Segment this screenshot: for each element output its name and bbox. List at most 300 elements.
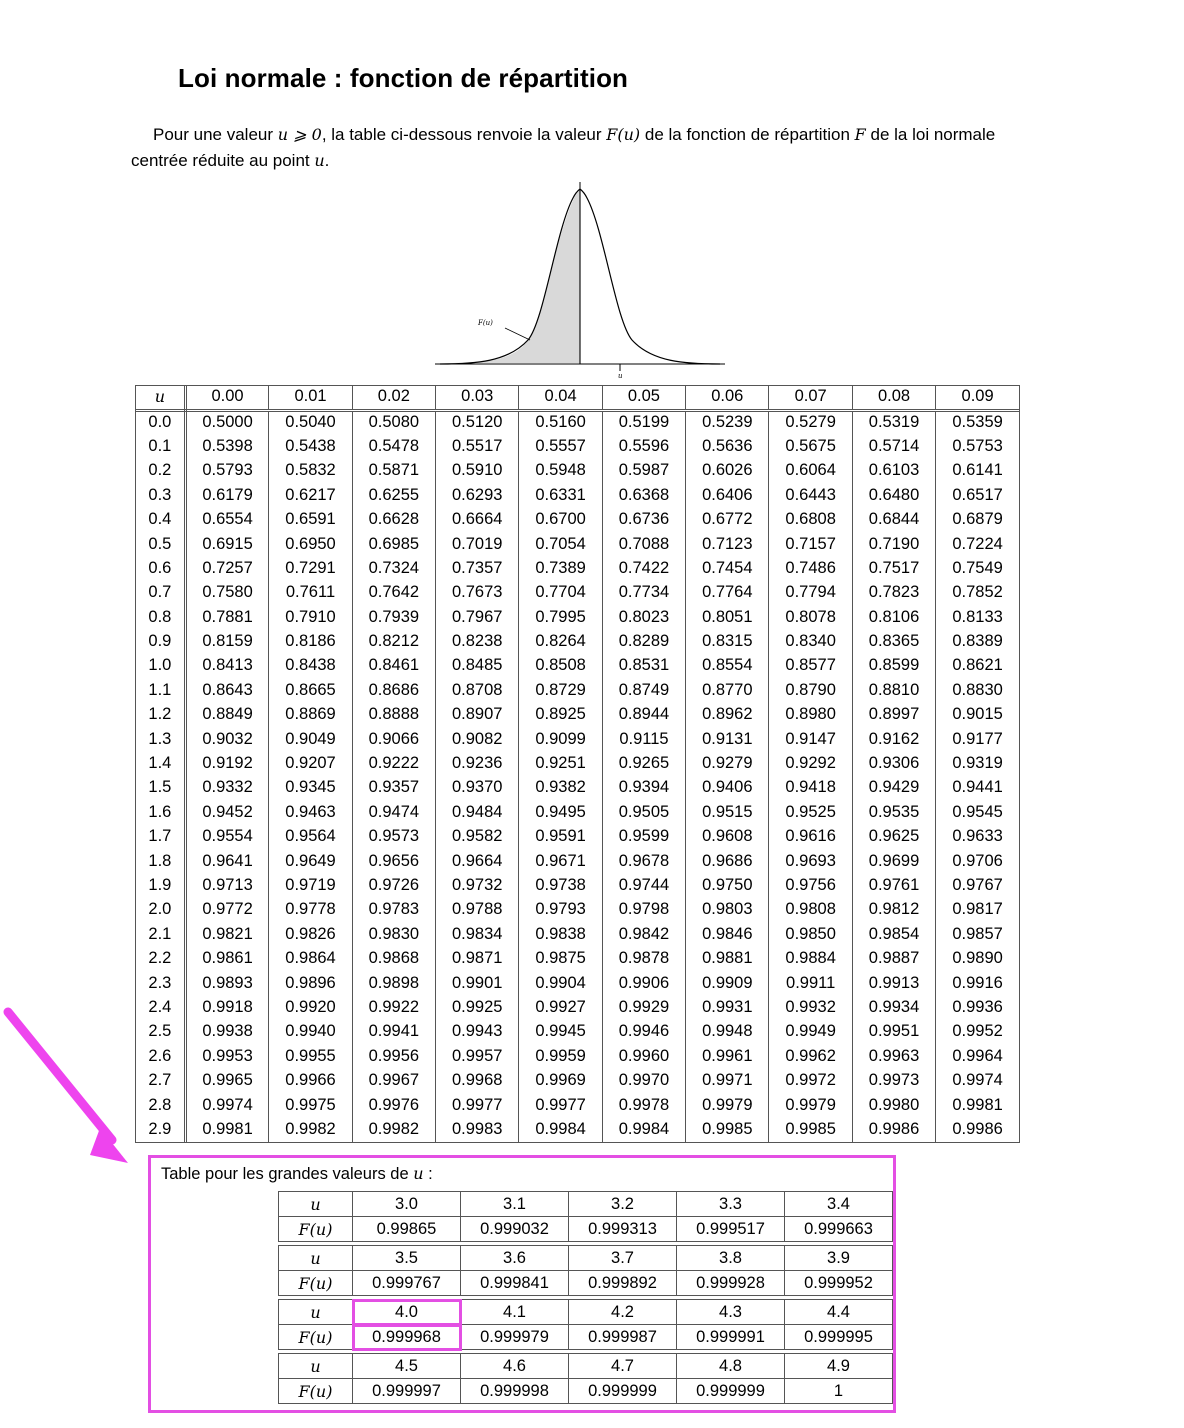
row-header-2.2: 2.2 [136,947,185,971]
cell-2.1-0.02: 0.9830 [352,923,435,947]
cell-1.9-0.07: 0.9756 [769,874,852,898]
cell-0.7-0.05: 0.7734 [602,581,685,605]
cell-0.6-0.01: 0.7291 [269,557,352,581]
cell-1.7-0.01: 0.9564 [269,825,352,849]
cell-2.7-0.06: 0.9971 [686,1069,769,1093]
cell-1.8-0.06: 0.9686 [686,849,769,873]
cell-2.4-0.05: 0.9929 [602,996,685,1020]
row-header-2.3: 2.3 [136,971,185,995]
gaussian-curve-figure [430,178,730,378]
cell-0.2-0.08: 0.6103 [852,459,935,483]
cell-2.4-0.07: 0.9932 [769,996,852,1020]
cell-0.0-0.00: 0.5000 [185,410,269,434]
column-header-0.06: 0.06 [686,386,769,410]
table-row [136,703,1019,727]
cell-0.9-0.09: 0.8389 [936,630,1019,654]
cell-1.5-0.04: 0.9382 [519,776,602,800]
row-header-1.7: 1.7 [136,825,185,849]
cell-2.8-0.05: 0.9978 [602,1093,685,1117]
cell-1.9-0.03: 0.9732 [436,874,519,898]
cell-0.5-0.09: 0.7224 [936,532,1019,556]
table-row [136,971,1019,995]
large-u-cell-4.1: 4.1 [461,1300,569,1325]
cell-0.6-0.04: 0.7389 [519,557,602,581]
cell-2.9-0.04: 0.9984 [519,1118,602,1142]
row-header-0.6: 0.6 [136,557,185,581]
table-row [136,508,1019,532]
cell-2.3-0.01: 0.9896 [269,971,352,995]
cell-1.0-0.00: 0.8413 [185,654,269,678]
cell-1.3-0.06: 0.9131 [686,727,769,751]
cell-1.0-0.03: 0.8485 [436,654,519,678]
cell-1.6-0.05: 0.9505 [602,801,685,825]
cell-2.1-0.01: 0.9826 [269,923,352,947]
table-row [136,654,1019,678]
row-header-2.5: 2.5 [136,1020,185,1044]
cell-1.2-0.04: 0.8925 [519,703,602,727]
cell-2.4-0.00: 0.9918 [185,996,269,1020]
cell-1.9-0.08: 0.9761 [852,874,935,898]
cell-2.8-0.09: 0.9981 [936,1093,1019,1117]
cell-2.0-0.02: 0.9783 [352,898,435,922]
large-values-u-row [279,1354,893,1379]
cell-0.8-0.08: 0.8106 [852,606,935,630]
cell-1.1-0.01: 0.8665 [269,679,352,703]
cell-0.0-0.05: 0.5199 [602,410,685,434]
column-header-0.05: 0.05 [602,386,685,410]
large-u-cell-4.8: 4.8 [677,1354,785,1379]
cell-1.5-0.07: 0.9418 [769,776,852,800]
row-header-0.2: 0.2 [136,459,185,483]
column-header-0.08: 0.08 [852,386,935,410]
cell-1.6-0.07: 0.9525 [769,801,852,825]
cell-0.0-0.09: 0.5359 [936,410,1019,434]
fu-row-label: F(u) [279,1271,353,1296]
cell-1.4-0.05: 0.9265 [602,752,685,776]
cell-2.3-0.09: 0.9916 [936,971,1019,995]
cell-1.7-0.00: 0.9554 [185,825,269,849]
cell-1.7-0.08: 0.9625 [852,825,935,849]
cell-0.7-0.08: 0.7823 [852,581,935,605]
table-row [136,801,1019,825]
cell-0.2-0.05: 0.5987 [602,459,685,483]
cell-0.2-0.03: 0.5910 [436,459,519,483]
cell-0.7-0.04: 0.7704 [519,581,602,605]
cell-2.8-0.06: 0.9979 [686,1093,769,1117]
cell-2.5-0.03: 0.9943 [436,1020,519,1044]
cell-2.9-0.06: 0.9985 [686,1118,769,1142]
cell-0.5-0.03: 0.7019 [436,532,519,556]
cell-2.8-0.01: 0.9975 [269,1093,352,1117]
row-header-2.6: 2.6 [136,1045,185,1069]
normal-distribution-table [136,386,1019,1142]
cell-2.9-0.07: 0.9985 [769,1118,852,1142]
cell-2.6-0.09: 0.9964 [936,1045,1019,1069]
cell-2.1-0.08: 0.9854 [852,923,935,947]
column-header-0.03: 0.03 [436,386,519,410]
row-header-1.8: 1.8 [136,849,185,873]
cell-0.7-0.00: 0.7580 [185,581,269,605]
cell-0.2-0.02: 0.5871 [352,459,435,483]
cell-2.2-0.09: 0.9890 [936,947,1019,971]
cell-0.0-0.07: 0.5279 [769,410,852,434]
cell-1.3-0.03: 0.9082 [436,727,519,751]
cell-1.8-0.09: 0.9706 [936,849,1019,873]
cell-0.7-0.02: 0.7642 [352,581,435,605]
cell-1.7-0.05: 0.9599 [602,825,685,849]
u-row-label: u [279,1192,353,1217]
fu-row-label: F(u) [279,1217,353,1242]
cell-2.9-0.01: 0.9982 [269,1118,352,1142]
cell-1.0-0.02: 0.8461 [352,654,435,678]
cell-0.8-0.09: 0.8133 [936,606,1019,630]
cell-0.6-0.05: 0.7422 [602,557,685,581]
cell-1.3-0.04: 0.9099 [519,727,602,751]
cell-2.6-0.04: 0.9959 [519,1045,602,1069]
cell-1.4-0.03: 0.9236 [436,752,519,776]
cell-2.1-0.09: 0.9857 [936,923,1019,947]
intro-text-2: , la table ci-dessous renvoie la valeur [321,125,607,144]
cell-2.7-0.09: 0.9974 [936,1069,1019,1093]
arrow-shaft [8,1012,112,1140]
large-values-f-row [279,1325,893,1350]
large-values-table-body [279,1192,893,1404]
cell-2.5-0.08: 0.9951 [852,1020,935,1044]
table-row [136,1118,1019,1142]
table-header [136,386,1019,410]
column-header-0.09: 0.09 [936,386,1019,410]
cell-1.6-0.09: 0.9545 [936,801,1019,825]
cell-1.2-0.02: 0.8888 [352,703,435,727]
cell-0.3-0.01: 0.6217 [269,484,352,508]
cell-0.8-0.04: 0.7995 [519,606,602,630]
cell-2.2-0.03: 0.9871 [436,947,519,971]
large-u-cell-4.5: 4.5 [353,1354,461,1379]
cell-1.5-0.05: 0.9394 [602,776,685,800]
cell-0.4-0.06: 0.6772 [686,508,769,532]
row-header-1.1: 1.1 [136,679,185,703]
cell-0.1-0.07: 0.5675 [769,435,852,459]
cell-1.2-0.08: 0.8997 [852,703,935,727]
cell-1.1-0.05: 0.8749 [602,679,685,703]
table-row [136,435,1019,459]
table-row [136,923,1019,947]
cell-1.8-0.05: 0.9678 [602,849,685,873]
cell-0.1-0.02: 0.5478 [352,435,435,459]
cell-0.3-0.06: 0.6406 [686,484,769,508]
cell-1.8-0.01: 0.9649 [269,849,352,873]
cell-0.3-0.03: 0.6293 [436,484,519,508]
large-f-cell-4.5: 0.999997 [353,1379,461,1404]
cell-0.3-0.02: 0.6255 [352,484,435,508]
cell-0.3-0.00: 0.6179 [185,484,269,508]
table-row [136,484,1019,508]
cell-2.7-0.01: 0.9966 [269,1069,352,1093]
large-f-cell-3.7: 0.999892 [569,1271,677,1296]
row-header-1.2: 1.2 [136,703,185,727]
large-f-cell-4.1: 0.999979 [461,1325,569,1350]
cell-2.0-0.06: 0.9803 [686,898,769,922]
cell-0.0-0.06: 0.5239 [686,410,769,434]
cell-0.3-0.05: 0.6368 [602,484,685,508]
cell-0.1-0.01: 0.5438 [269,435,352,459]
cell-1.7-0.09: 0.9633 [936,825,1019,849]
cell-1.1-0.09: 0.8830 [936,679,1019,703]
large-u-cell-3.3: 3.3 [677,1192,785,1217]
cell-1.6-0.08: 0.9535 [852,801,935,825]
table-row [136,947,1019,971]
cell-2.2-0.04: 0.9875 [519,947,602,971]
cell-2.5-0.00: 0.9938 [185,1020,269,1044]
large-f-cell-3.1: 0.999032 [461,1217,569,1242]
table-row [136,752,1019,776]
cell-1.6-0.01: 0.9463 [269,801,352,825]
large-values-table [278,1191,893,1404]
table-row [136,606,1019,630]
cell-2.5-0.09: 0.9952 [936,1020,1019,1044]
u-row-label: u [279,1354,353,1379]
cell-0.7-0.03: 0.7673 [436,581,519,605]
fu-row-label: F(u) [279,1379,353,1404]
cell-1.8-0.02: 0.9656 [352,849,435,873]
cell-1.0-0.09: 0.8621 [936,654,1019,678]
cell-0.9-0.03: 0.8238 [436,630,519,654]
cell-2.5-0.07: 0.9949 [769,1020,852,1044]
table-body [136,410,1019,1142]
cell-0.1-0.05: 0.5596 [602,435,685,459]
cell-0.4-0.05: 0.6736 [602,508,685,532]
cell-0.2-0.01: 0.5832 [269,459,352,483]
cell-1.0-0.06: 0.8554 [686,654,769,678]
cell-0.2-0.09: 0.6141 [936,459,1019,483]
cell-1.3-0.01: 0.9049 [269,727,352,751]
cell-2.0-0.00: 0.9772 [185,898,269,922]
row-header-2.8: 2.8 [136,1093,185,1117]
large-u-cell-3.7: 3.7 [569,1246,677,1271]
cell-1.1-0.02: 0.8686 [352,679,435,703]
table-row [136,630,1019,654]
row-header-0.0: 0.0 [136,410,185,434]
table-row [136,410,1019,434]
cell-0.6-0.02: 0.7324 [352,557,435,581]
large-f-cell-3.6: 0.999841 [461,1271,569,1296]
cell-1.9-0.01: 0.9719 [269,874,352,898]
cell-0.7-0.06: 0.7764 [686,581,769,605]
large-f-cell-4.0: 0.999968 [353,1325,461,1350]
cell-0.1-0.06: 0.5636 [686,435,769,459]
cell-1.9-0.06: 0.9750 [686,874,769,898]
cell-2.9-0.02: 0.9982 [352,1118,435,1142]
large-u-cell-4.3: 4.3 [677,1300,785,1325]
table-row [136,874,1019,898]
cell-1.1-0.08: 0.8810 [852,679,935,703]
cell-1.3-0.05: 0.9115 [602,727,685,751]
intro-text-5: . [324,150,330,170]
cell-1.9-0.09: 0.9767 [936,874,1019,898]
cell-1.0-0.05: 0.8531 [602,654,685,678]
table-row [136,849,1019,873]
cell-1.7-0.04: 0.9591 [519,825,602,849]
cell-1.6-0.06: 0.9515 [686,801,769,825]
cell-2.2-0.07: 0.9884 [769,947,852,971]
table-row [136,1020,1019,1044]
cell-0.5-0.04: 0.7054 [519,532,602,556]
column-header-0.00: 0.00 [185,386,269,410]
large-f-cell-3.0: 0.99865 [353,1217,461,1242]
cell-0.0-0.04: 0.5160 [519,410,602,434]
intro-paragraph [131,122,1031,173]
cell-1.5-0.06: 0.9406 [686,776,769,800]
cell-0.4-0.02: 0.6628 [352,508,435,532]
cell-2.1-0.04: 0.9838 [519,923,602,947]
cell-0.2-0.00: 0.5793 [185,459,269,483]
table-row [136,776,1019,800]
large-u-cell-3.5: 3.5 [353,1246,461,1271]
row-header-1.9: 1.9 [136,874,185,898]
cell-1.5-0.03: 0.9370 [436,776,519,800]
row-header-0.7: 0.7 [136,581,185,605]
large-u-cell-4.7: 4.7 [569,1354,677,1379]
table-row [136,727,1019,751]
large-u-cell-4.9: 4.9 [785,1354,893,1379]
u-row-label: u [279,1300,353,1325]
large-f-cell-4.6: 0.999998 [461,1379,569,1404]
cell-1.4-0.01: 0.9207 [269,752,352,776]
cell-1.3-0.08: 0.9162 [852,727,935,751]
cell-2.2-0.00: 0.9861 [185,947,269,971]
large-values-caption-colon: : [423,1165,433,1183]
cell-1.5-0.09: 0.9441 [936,776,1019,800]
gaussian-curve-svg [430,178,730,378]
large-values-f-row [279,1217,893,1242]
table-row [136,581,1019,605]
cell-2.2-0.05: 0.9878 [602,947,685,971]
cell-2.2-0.01: 0.9864 [269,947,352,971]
cell-1.8-0.00: 0.9641 [185,849,269,873]
intro-text-1: Pour une valeur [153,125,278,144]
large-values-f-row [279,1379,893,1404]
table-row [136,996,1019,1020]
cell-1.1-0.07: 0.8790 [769,679,852,703]
cell-2.0-0.09: 0.9817 [936,898,1019,922]
cell-2.9-0.00: 0.9981 [185,1118,269,1142]
cell-2.5-0.01: 0.9940 [269,1020,352,1044]
table-row [136,898,1019,922]
cell-1.3-0.07: 0.9147 [769,727,852,751]
intro-var-f: F [854,125,866,144]
cell-2.6-0.08: 0.9963 [852,1045,935,1069]
cell-1.8-0.03: 0.9664 [436,849,519,873]
cell-2.5-0.06: 0.9948 [686,1020,769,1044]
cell-2.6-0.02: 0.9956 [352,1045,435,1069]
row-header-2.0: 2.0 [136,898,185,922]
large-f-cell-4.3: 0.999991 [677,1325,785,1350]
cell-1.4-0.04: 0.9251 [519,752,602,776]
intro-var-u: u [314,150,325,170]
row-header-0.1: 0.1 [136,435,185,459]
cell-0.3-0.08: 0.6480 [852,484,935,508]
cell-2.6-0.05: 0.9960 [602,1045,685,1069]
large-u-cell-4.6: 4.6 [461,1354,569,1379]
cell-2.7-0.08: 0.9973 [852,1069,935,1093]
cell-2.8-0.00: 0.9974 [185,1093,269,1117]
cell-0.9-0.08: 0.8365 [852,630,935,654]
cell-0.6-0.07: 0.7486 [769,557,852,581]
cell-0.5-0.07: 0.7157 [769,532,852,556]
cell-0.8-0.07: 0.8078 [769,606,852,630]
cell-2.7-0.05: 0.9970 [602,1069,685,1093]
cell-0.7-0.09: 0.7852 [936,581,1019,605]
row-header-0.3: 0.3 [136,484,185,508]
large-f-cell-4.9: 1 [785,1379,893,1404]
large-values-f-row [279,1271,893,1296]
cell-1.0-0.04: 0.8508 [519,654,602,678]
cell-1.7-0.07: 0.9616 [769,825,852,849]
annotation-arrow-svg [0,1000,160,1175]
cell-0.1-0.04: 0.5557 [519,435,602,459]
cell-1.8-0.04: 0.9671 [519,849,602,873]
cell-2.1-0.05: 0.9842 [602,923,685,947]
row-header-0.5: 0.5 [136,532,185,556]
cell-2.8-0.03: 0.9977 [436,1093,519,1117]
cell-1.5-0.00: 0.9332 [185,776,269,800]
large-f-cell-4.8: 0.999999 [677,1379,785,1404]
cell-2.9-0.03: 0.9983 [436,1118,519,1142]
cell-1.6-0.04: 0.9495 [519,801,602,825]
cell-1.8-0.07: 0.9693 [769,849,852,873]
large-u-cell-3.2: 3.2 [569,1192,677,1217]
row-header-2.7: 2.7 [136,1069,185,1093]
cell-1.9-0.04: 0.9738 [519,874,602,898]
large-u-cell-4.0: 4.0 [353,1300,461,1325]
cell-0.1-0.08: 0.5714 [852,435,935,459]
cell-1.1-0.04: 0.8729 [519,679,602,703]
large-u-cell-3.6: 3.6 [461,1246,569,1271]
cell-1.8-0.08: 0.9699 [852,849,935,873]
cell-0.5-0.01: 0.6950 [269,532,352,556]
table-row [136,532,1019,556]
cell-2.3-0.04: 0.9904 [519,971,602,995]
intro-text-4: de la loi normale centrée réduite au point [131,125,996,170]
large-f-cell-4.2: 0.999987 [569,1325,677,1350]
row-header-0.8: 0.8 [136,606,185,630]
row-header-0.4: 0.4 [136,508,185,532]
cell-0.9-0.07: 0.8340 [769,630,852,654]
table-row [136,459,1019,483]
cell-0.4-0.07: 0.6808 [769,508,852,532]
cell-2.6-0.01: 0.9955 [269,1045,352,1069]
cell-1.6-0.00: 0.9452 [185,801,269,825]
cell-1.2-0.09: 0.9015 [936,703,1019,727]
cell-1.3-0.00: 0.9032 [185,727,269,751]
cell-2.1-0.03: 0.9834 [436,923,519,947]
large-f-cell-3.2: 0.999313 [569,1217,677,1242]
cell-0.9-0.01: 0.8186 [269,630,352,654]
cell-1.5-0.02: 0.9357 [352,776,435,800]
cell-0.2-0.04: 0.5948 [519,459,602,483]
cell-0.6-0.09: 0.7549 [936,557,1019,581]
cell-2.8-0.02: 0.9976 [352,1093,435,1117]
cell-2.7-0.02: 0.9967 [352,1069,435,1093]
cell-1.1-0.03: 0.8708 [436,679,519,703]
large-f-cell-3.4: 0.999663 [785,1217,893,1242]
u-axis-label: u [618,372,623,378]
cell-2.3-0.05: 0.9906 [602,971,685,995]
row-header-0.9: 0.9 [136,630,185,654]
cell-0.0-0.08: 0.5319 [852,410,935,434]
large-values-box [148,1155,896,1413]
cell-1.9-0.05: 0.9744 [602,874,685,898]
